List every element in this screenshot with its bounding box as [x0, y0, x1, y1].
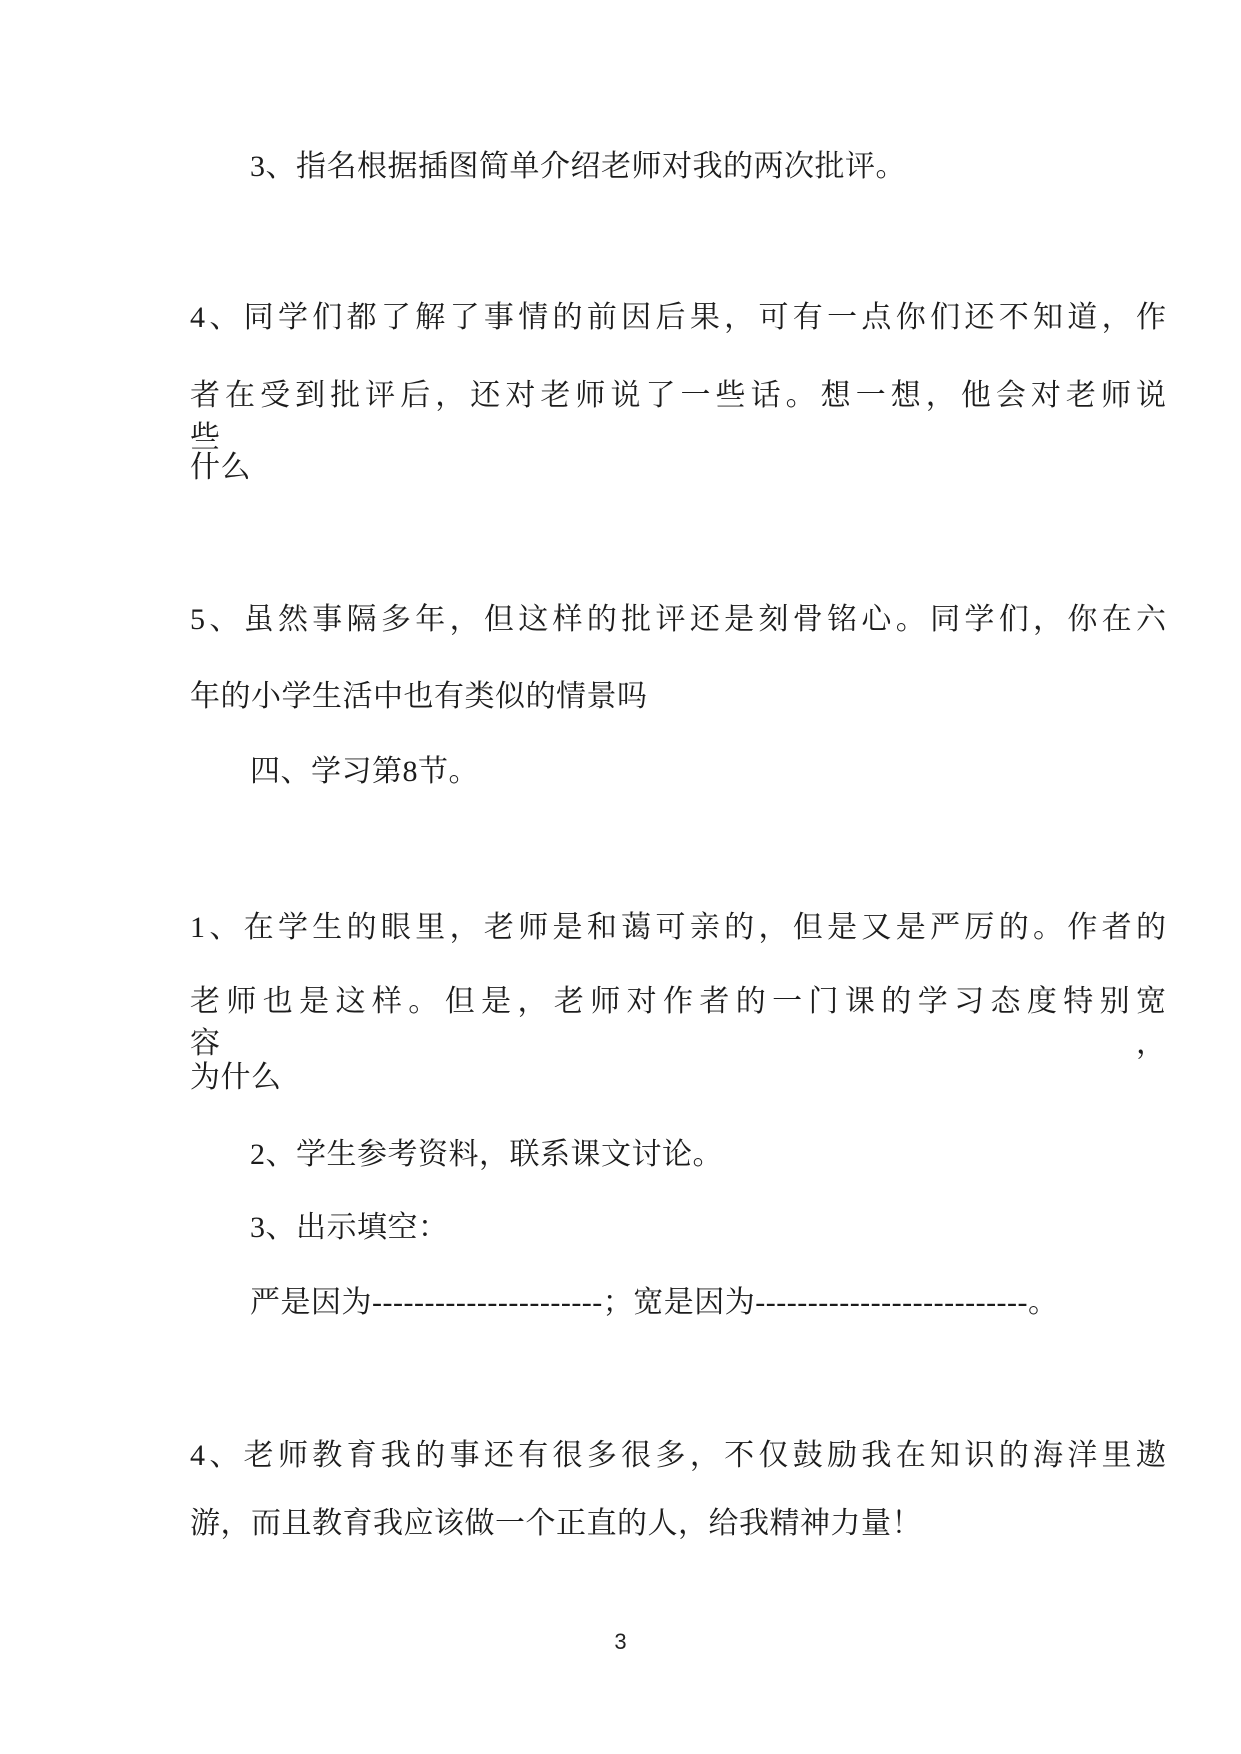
text-line: 年的小学生活中也有类似的情景吗 — [190, 680, 648, 713]
text-line: 老师也是这样。但是，老师对作者的一门课的学习态度特别宽容， — [190, 985, 1170, 1060]
text-line: 严是因为----------------------；宽是因为--------------------------。 — [250, 1286, 1059, 1319]
text-line: 者在受到批评后，还对老师说了一些话。想一想，他会对老师说些 — [190, 379, 1170, 454]
text-line: 2、学生参考资料，联系课文讨论。 — [250, 1138, 723, 1171]
text-line: 什么 — [190, 451, 251, 484]
text-line: 四、学习第8节。 — [250, 755, 479, 788]
text-line: 4、老师教育我的事还有很多很多，不仅鼓励我在知识的海洋里遨 — [190, 1439, 1170, 1472]
page-number: 3 — [614, 1629, 627, 1654]
text-line: 4、同学们都了解了事情的前因后果，可有一点你们还不知道，作 — [190, 301, 1170, 334]
text-line: 3、指名根据插图简单介绍老师对我的两次批评。 — [250, 150, 906, 183]
text-line: 5、虽然事隔多年，但这样的批评还是刻骨铭心。同学们，你在六 — [190, 603, 1170, 636]
text-line: 游，而且教育我应该做一个正直的人，给我精神力量！ — [190, 1507, 922, 1540]
text-line: 为什么 — [190, 1061, 282, 1094]
text-line: 1、在学生的眼里，老师是和蔼可亲的，但是又是严厉的。作者的 — [190, 911, 1170, 944]
text-line: 3、出示填空： — [250, 1211, 449, 1244]
